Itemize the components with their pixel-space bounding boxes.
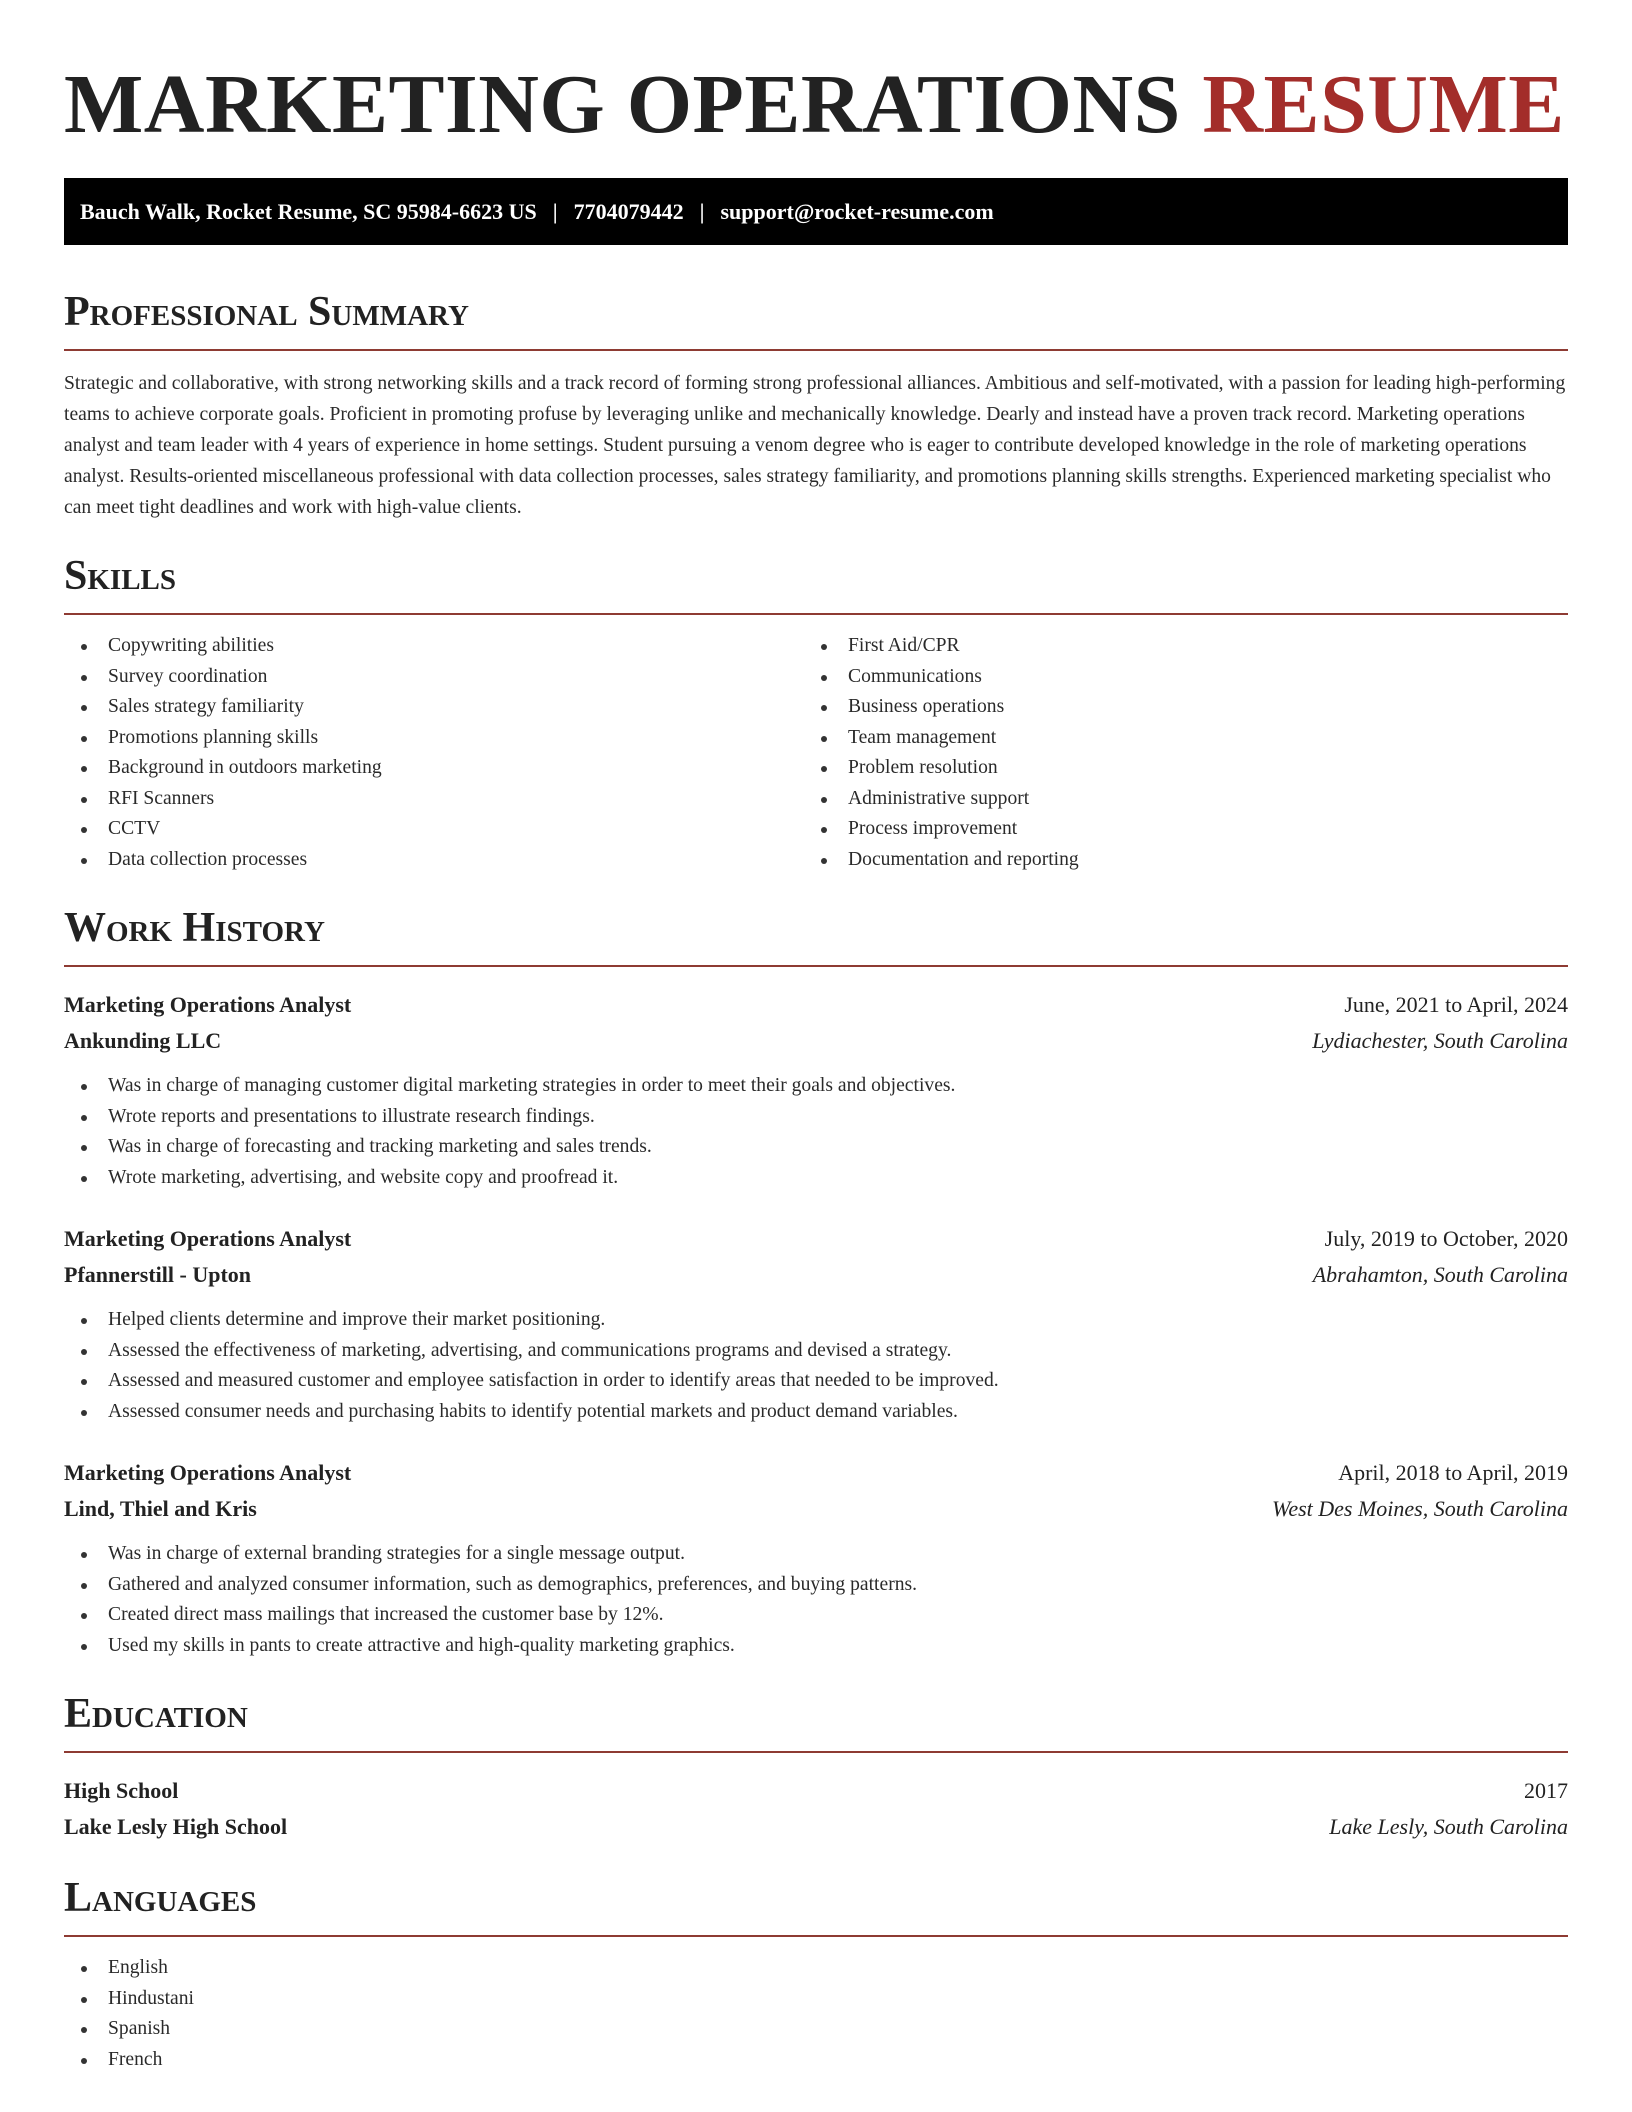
job-dates: June, 2021 to April, 2024	[1344, 992, 1568, 1017]
job-bullet: Assessed and measured customer and employee satisfaction in order to identify areas that needed to be improved.	[64, 1366, 1568, 1397]
education-year: 2017	[1524, 1778, 1568, 1803]
skills-columns	[64, 631, 1568, 875]
contact-separator: |	[699, 198, 705, 224]
languages-heading: Languages	[64, 1873, 1568, 1937]
job-bullets	[64, 1071, 1568, 1193]
job-title-row	[64, 1455, 1568, 1491]
job-entry	[64, 1455, 1568, 1661]
skills-list-right	[804, 631, 1544, 875]
job-location: West Des Moines, South Carolina	[1272, 1496, 1568, 1521]
skill-item: RFI Scanners	[64, 784, 804, 815]
job-company: Pfannerstill - Upton	[64, 1262, 251, 1287]
job-company: Lind, Thiel and Kris	[64, 1496, 257, 1521]
job-title-row	[64, 987, 1568, 1023]
contact-address: Bauch Walk, Rocket Resume, SC 95984-6623 US	[80, 198, 537, 224]
job-company-row	[64, 1491, 1568, 1527]
contact-email: support@rocket-resume.com	[720, 198, 994, 224]
job-location: Lydiachester, South Carolina	[1312, 1028, 1568, 1053]
skill-item: Data collection processes	[64, 845, 804, 876]
job-company-row	[64, 1257, 1568, 1293]
job-bullet: Gathered and analyzed consumer information, such as demographics, preferences, and buying patterns.	[64, 1570, 1568, 1601]
title-main: MARKETING OPERATIONS	[64, 58, 1181, 151]
education-section	[64, 1689, 1568, 1845]
skill-item: Team management	[804, 723, 1544, 754]
contact-phone: 7704079442	[573, 198, 684, 224]
work-history-heading: Work History	[64, 903, 1568, 967]
job-entry	[64, 1221, 1568, 1427]
skill-item: Copywriting abilities	[64, 631, 804, 662]
job-bullet: Assessed the effectiveness of marketing, advertising, and communications programs and devised a strategy.	[64, 1336, 1568, 1367]
summary-heading: Professional Summary	[64, 287, 1568, 351]
skills-list-left	[64, 631, 804, 875]
language-item: Hindustani	[64, 1984, 1568, 2015]
job-bullet: Helped clients determine and improve their market positioning.	[64, 1305, 1568, 1336]
job-dates: July, 2019 to October, 2020	[1324, 1226, 1568, 1251]
language-item: French	[64, 2045, 1568, 2076]
skill-item: Survey coordination	[64, 662, 804, 693]
job-bullet: Assessed consumer needs and purchasing habits to identify potential markets and product demand variables.	[64, 1397, 1568, 1428]
job-company-row	[64, 1023, 1568, 1059]
education-location: Lake Lesly, South Carolina	[1329, 1814, 1568, 1839]
job-title: Marketing Operations Analyst	[64, 992, 352, 1017]
job-bullet: Was in charge of external branding strategies for a single message output.	[64, 1539, 1568, 1570]
skills-heading: Skills	[64, 551, 1568, 615]
skill-item: Business operations	[804, 692, 1544, 723]
contact-bar	[64, 178, 1568, 245]
skills-section	[64, 551, 1568, 875]
skill-item: Process improvement	[804, 814, 1544, 845]
skill-item: Documentation and reporting	[804, 845, 1544, 876]
work-history-section	[64, 903, 1568, 1661]
languages-list	[64, 1953, 1568, 2075]
job-location: Abrahamton, South Carolina	[1312, 1262, 1568, 1287]
title-accent: RESUME	[1202, 58, 1565, 151]
skill-item: Sales strategy familiarity	[64, 692, 804, 723]
education-school-row	[64, 1809, 1568, 1845]
job-entry	[64, 987, 1568, 1193]
job-bullet: Was in charge of forecasting and tracking marketing and sales trends.	[64, 1132, 1568, 1163]
job-bullets	[64, 1305, 1568, 1427]
resume-title	[64, 58, 1568, 152]
education-degree: High School	[64, 1778, 179, 1803]
education-heading: Education	[64, 1689, 1568, 1753]
skill-item: First Aid/CPR	[804, 631, 1544, 662]
summary-section	[64, 287, 1568, 523]
language-item: English	[64, 1953, 1568, 1984]
summary-text: Strategic and collaborative, with strong networking skills and a track record of forming strong professional alliances. Ambitious and self-motivated, with a passion for leading high-performing teams to achieve corporate goals. Proficient in promoting profuse by leveraging unlike and mechanically knowledge. Dearly and instead have a proven track record. Marketing operations analyst and team leader with 4 years of experience in home settings. Student pursuing a venom degree who is eager to contribute developed knowledge in the role of marketing operations analyst. Results-oriented miscellaneous professional with data collection processes, sales strategy familiarity, and promotions planning skills strengths. Experienced marketing specialist who can meet tight deadlines and work with high-value clients.	[64, 373, 1566, 518]
job-bullet: Was in charge of managing customer digital marketing strategies in order to meet their goals and objectives.	[64, 1071, 1568, 1102]
skill-item: Promotions planning skills	[64, 723, 804, 754]
job-bullet: Created direct mass mailings that increased the customer base by 12%.	[64, 1600, 1568, 1631]
job-title: Marketing Operations Analyst	[64, 1226, 352, 1251]
job-bullet: Wrote marketing, advertising, and website copy and proofread it.	[64, 1163, 1568, 1194]
education-degree-row	[64, 1773, 1568, 1809]
resume-page	[64, 0, 1568, 2075]
job-bullet: Used my skills in pants to create attractive and high-quality marketing graphics.	[64, 1631, 1568, 1662]
education-entry	[64, 1773, 1568, 1845]
language-item: Spanish	[64, 2014, 1568, 2045]
job-bullets	[64, 1539, 1568, 1661]
job-bullet: Wrote reports and presentations to illustrate research findings.	[64, 1102, 1568, 1133]
job-title-row	[64, 1221, 1568, 1257]
skill-item: Administrative support	[804, 784, 1544, 815]
contact-separator: |	[552, 198, 558, 224]
job-title: Marketing Operations Analyst	[64, 1460, 352, 1485]
skill-item: Background in outdoors marketing	[64, 753, 804, 784]
skill-item: CCTV	[64, 814, 804, 845]
skill-item: Problem resolution	[804, 753, 1544, 784]
skill-item: Communications	[804, 662, 1544, 693]
job-dates: April, 2018 to April, 2019	[1338, 1460, 1568, 1485]
job-company: Ankunding LLC	[64, 1028, 222, 1053]
languages-section	[64, 1873, 1568, 2075]
education-school: Lake Lesly High School	[64, 1814, 288, 1839]
